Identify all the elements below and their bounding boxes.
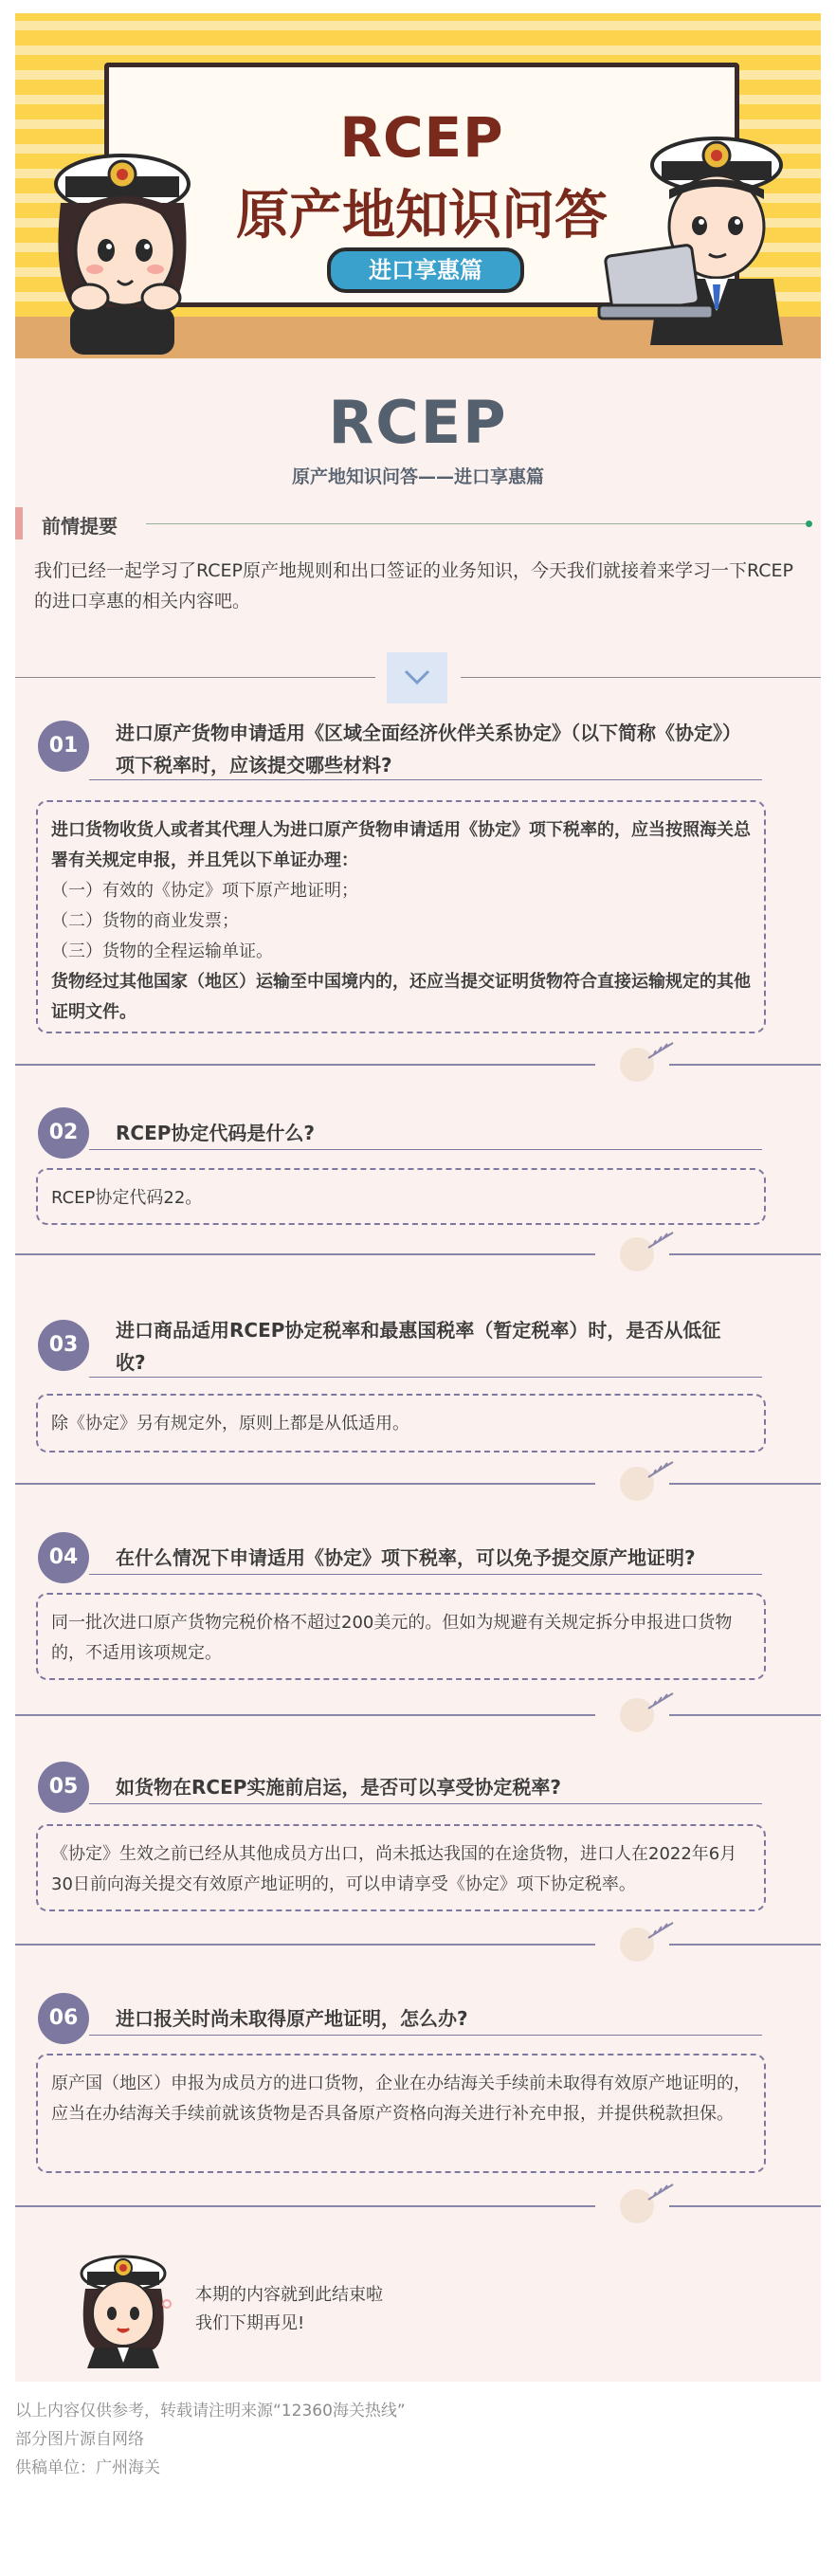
intro-divider xyxy=(146,523,808,524)
question-number: 01 xyxy=(38,721,89,772)
section-divider xyxy=(669,1064,821,1066)
page-subtitle: 原产地知识问答——进口享惠篇 xyxy=(291,466,544,487)
feather-icon xyxy=(645,1690,682,1710)
answer-text: RCEP协定代码22。 xyxy=(51,1188,203,1208)
answer-item: （一）有效的《协定》项下原产地证明； xyxy=(51,881,358,901)
question-text: 进口报关时尚未取得原产地证明，怎么办? xyxy=(116,2007,468,2030)
question-underline xyxy=(89,2035,762,2036)
answer-text: 除《协定》另有规定外，原则上都是从低适用。 xyxy=(51,1414,409,1434)
section-divider xyxy=(15,2205,595,2207)
answer-box xyxy=(36,1168,766,1225)
feather-icon xyxy=(645,1229,682,1250)
intro-accent-bar xyxy=(15,507,23,539)
section-divider xyxy=(15,1714,595,1716)
banner-stripe xyxy=(15,46,821,55)
male-officer-illustration xyxy=(593,108,821,355)
feather-icon xyxy=(645,2181,682,2201)
question-underline xyxy=(89,779,762,780)
article-frame xyxy=(15,13,821,2382)
section-divider xyxy=(669,2205,821,2207)
footer xyxy=(15,2397,406,2482)
section-divider xyxy=(15,1064,595,1066)
section-divider xyxy=(669,1483,821,1485)
answer-text: 《协定》生效之前已经从其他成员方出口，尚未抵达我国的在途货物，进口人在2022年6月30日前向海关提交有效原产地证明的，可以申请享受《协定》项下协定税率。 xyxy=(51,1844,737,1894)
question-number: 06 xyxy=(38,1993,89,2044)
intro-label: 前情提要 xyxy=(42,515,118,538)
answer-box xyxy=(36,1593,766,1680)
outro-text xyxy=(195,2281,383,2338)
question-text: 进口原产货物申请适用《区域全面经济伙伴关系协定》（以下简称《协定》）项下税率时，应该提交哪些材料? xyxy=(116,722,741,776)
banner-title-rcep: RCEP xyxy=(339,105,504,170)
feather-icon xyxy=(645,1039,682,1060)
chevron-down-icon xyxy=(387,652,447,703)
banner-title-main: 原产地知识问答 xyxy=(236,185,608,247)
question-number: 05 xyxy=(38,1762,89,1813)
banner-stripe xyxy=(15,21,821,30)
section-divider xyxy=(15,1483,595,1485)
banner-badge: 进口享惠篇 xyxy=(327,247,524,293)
footer-line: 供稿单位：广州海关 xyxy=(15,2458,160,2477)
answer-box xyxy=(36,800,766,1033)
question-text: 如货物在RCEP实施前启运，是否可以享受协定税率? xyxy=(116,1776,561,1799)
intro-dot xyxy=(806,521,812,527)
section-divider xyxy=(669,1944,821,1946)
feather-icon xyxy=(645,1919,682,1940)
section-divider xyxy=(15,1253,595,1255)
question-underline xyxy=(89,1574,762,1575)
answer-text-bold: 进口货物收货人或者其代理人为进口原产货物申请适用《协定》项下税率的，应当按照海关总署有关规定申报，并且凭以下单证办理： xyxy=(51,820,751,870)
question-number: 03 xyxy=(38,1320,89,1371)
question-number: 04 xyxy=(38,1532,89,1583)
answer-text: 原产国（地区）申报为成员方的进口货物，企业在办结海关手续前未取得有效原产地证明的，应当在办结海关手续前就该货物是否具备原产资格向海关进行补充申报，并提供税款担保。 xyxy=(51,2074,751,2124)
divider-right xyxy=(461,677,821,678)
answer-text-bold: 货物经过其他国家（地区）运输至中国境内的，还应当提交证明货物符合直接运输规定的其他证明文件。 xyxy=(51,972,751,1022)
footer-line: 部分图片源自网络 xyxy=(15,2430,144,2449)
answer-box xyxy=(36,1824,766,1911)
outro-line: 本期的内容就到此结束啦 xyxy=(195,2285,383,2305)
answer-text: 同一批次进口原产货物完税价格不超过200美元的。但如为规避有关规定拆分申报进口货物的，不适用该项规定。 xyxy=(51,1613,733,1663)
question-number: 02 xyxy=(38,1107,89,1159)
section-divider xyxy=(15,1944,595,1946)
intro-text: 我们已经一起学习了RCEP原产地规则和出口签证的业务知识，今天我们就接着来学习一下RCEP的进口享惠的相关内容吧。 xyxy=(34,560,793,612)
question-underline xyxy=(89,1377,762,1378)
section-divider xyxy=(669,1253,821,1255)
answer-box xyxy=(36,1394,766,1452)
feather-icon xyxy=(645,1458,682,1479)
question-text: 进口商品适用RCEP协定税率和最惠国税率（暂定税率）时，是否从低征收? xyxy=(116,1319,721,1374)
page-title: RCEP xyxy=(328,388,508,457)
officer-avatar-illustration xyxy=(68,2245,182,2368)
footer-line: 以上内容仅供参考，转载请注明来源“12360海关热线” xyxy=(15,2402,406,2421)
question-underline xyxy=(89,1803,762,1804)
answer-item: （三）货物的全程运输单证。 xyxy=(51,941,273,961)
answer-box xyxy=(36,2054,766,2173)
question-text: 在什么情况下申请适用《协定》项下税率，可以免予提交原产地证明? xyxy=(116,1546,696,1569)
outro-line: 我们下期再见! xyxy=(195,2313,305,2333)
divider-left xyxy=(15,677,375,678)
answer-item: （二）货物的商业发票； xyxy=(51,911,239,931)
section-divider xyxy=(669,1714,821,1716)
female-officer-illustration xyxy=(32,118,212,355)
header-banner xyxy=(15,13,821,358)
question-text: RCEP协定代码是什么? xyxy=(116,1122,315,1144)
question-underline xyxy=(89,1149,762,1150)
